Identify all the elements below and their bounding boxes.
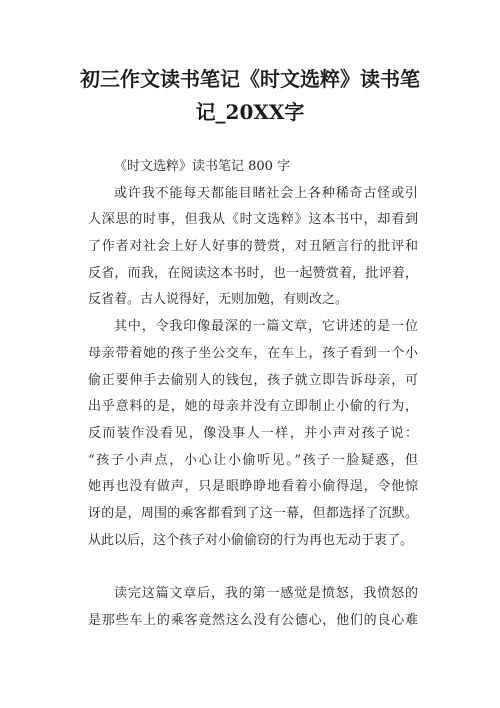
paragraph-line: 了作者对社会上好人好事的赞赏，对丑陋言行的批评和	[88, 239, 418, 255]
document-title	[80, 63, 420, 129]
paragraph-gap	[88, 554, 418, 581]
paragraph-3	[88, 581, 418, 634]
paragraph-line: 出乎意料的是，她的母亲并没有立即制止小偷的行为，	[88, 399, 418, 415]
paragraph-1	[88, 181, 418, 314]
paragraph-line: 从此以后，这个孩子对小偷偷窃的行为再也无动于衷了。	[88, 532, 414, 548]
paragraph-line: 或许我不能每天都能目睹社会上各种稀奇古怪或引	[114, 185, 418, 201]
paragraph-line: 反省，而我，在阅读这本书时，也一起赞赏着，批评着，	[88, 265, 418, 281]
paragraph-line: 反而装作没看见，像没事人一样，并小声对孩子说：	[88, 425, 418, 441]
paragraph-line: 母亲带着她的孩子坐公交车，在车上，孩子看到一个小	[88, 345, 418, 361]
document-subtitle: 《时文选粹》读书笔记 800 字	[114, 159, 291, 174]
title-line-2: 记_20XX字	[195, 100, 305, 124]
paragraph-line: 她再也没有做声，只是眼睁睁地看着小偷得逞，令他惊	[88, 479, 418, 495]
paragraph-line: 人深思的时事，但我从《时文选粹》这本书中，却看到	[88, 212, 418, 228]
document-body	[88, 154, 418, 634]
paragraph-line: 讶的是，周围的乘客都看到了这一幕，但都选择了沉默。	[88, 505, 418, 521]
paragraph-line: 偷正要伸手去偷别人的钱包，孩子就立即告诉母亲，可	[88, 372, 418, 388]
paragraph-line: 是那些车上的乘客竟然这么没有公德心，他们的良心难	[88, 612, 418, 628]
paragraph-line: 其中，令我印像最深的一篇文章，它讲述的是一位	[114, 319, 418, 335]
paragraph-line: “孩子小声点，小心让小偷听见。”孩子一脸疑惑，但	[88, 452, 418, 468]
title-line-1: 初三作文读书笔记《时文选粹》读书笔	[80, 67, 420, 91]
paragraph-2	[88, 314, 418, 554]
paragraph-line: 反省着。古人说得好，无则加勉，有则改之。	[88, 292, 349, 308]
paragraph-line: 读完这篇文章后，我的第一感觉是愤怒，我愤怒的	[114, 586, 418, 601]
